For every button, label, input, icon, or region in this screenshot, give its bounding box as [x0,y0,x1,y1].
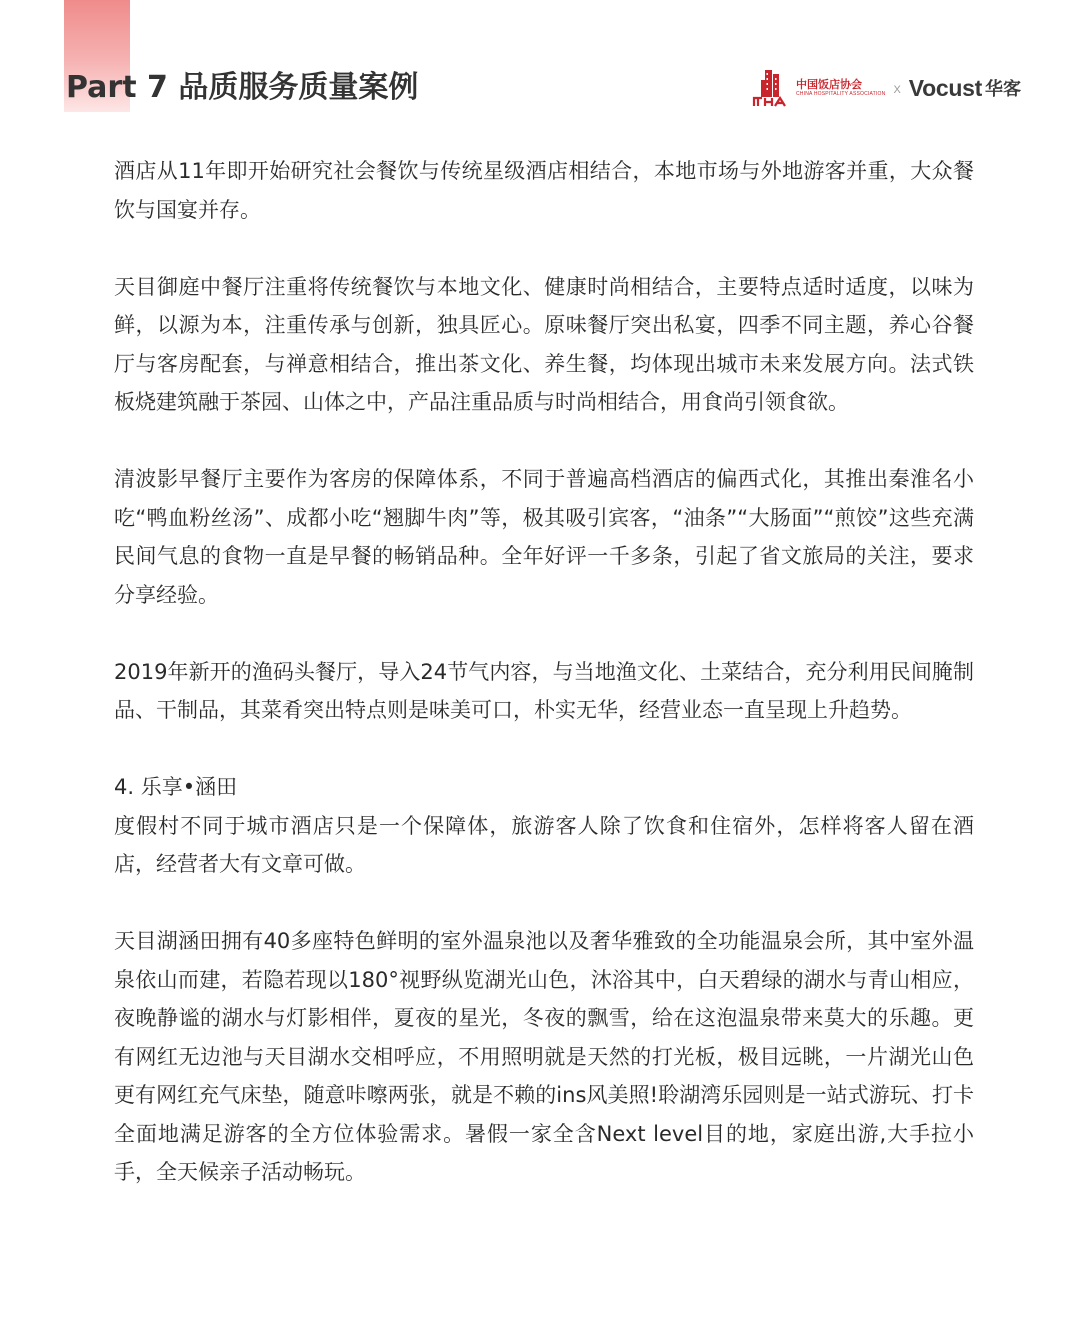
section-heading: 4. 乐享•涵田 [114,775,238,799]
paragraph-4: 2019年新开的渔码头餐厅，导入24节气内容，与当地渔文化、土菜结合，充分利用民间腌制品、干制品，其菜肴突出特点则是味美可口，朴实无华，经营业态一直呈现上升趋势。 [114,659,974,722]
cha-building-logo-icon [752,68,792,108]
vocust-logo-cn: 华客 [984,79,1021,100]
paragraph-3: 清波影早餐厅主要作为客房的保障体系，不同于普遍高档酒店的偏西式化，其推出秦淮名小吃“鸭血粉丝汤”、成都小吃“翘脚牛肉”等，极其吸引宾客，“油条”“大肠面”“煎饺”这些充满民间气息的食物一直是早餐的畅销品种。全年好评一千多条，引起了省文旅局的关注，要求分享经验。 [114,467,974,607]
vocust-logo: Vocust [908,74,982,101]
page-title: Part 7 品质服务质量案例 [66,70,419,105]
cha-logo-text [796,78,885,98]
partner-logos [752,66,1021,110]
logo-separator: X [893,84,901,96]
paragraph-6: 天目湖涵田拥有40多座特色鲜明的室外温泉池以及奢华雅致的全功能温泉会所，其中室外温泉依山而建，若隐若现以180°视野纵览湖光山色，沐浴其中，白天碧绿的湖水与青山相应，夜晚静谧的湖水与灯影相伴，夏夜的星光，冬夜的飘雪，给在这泡温泉带来莫大的乐趣。更有网红无边池与天目湖水交相呼应，不用照明就是天然的打光板，极目远眺，一片湖光山色更有网红充气床垫，随意咔嚓两张，就是不赖的ins风美照!聆湖湾乐园则是一站式游玩、打卡全面地满足游客的全方位体验需求。暑假一家全含Next level目的地，家庭出游,大手拉小手，全天候亲子活动畅玩。 [114,929,974,1184]
paragraph-2: 天目御庭中餐厅注重将传统餐饮与本地文化、健康时尚相结合，主要特点适时适度，以味为鲜，以源为本，注重传承与创新，独具匠心。原味餐厅突出私宴，四季不同主题，养心谷餐厅与客房配套，与禅意相结合，推出茶文化、养生餐，均体现出城市未来发展方向。法式铁板烧建筑融于茶园、山体之中，产品注重品质与时尚相结合，用食尚引领食欲。 [114,274,974,414]
cha-name-en: CHINA HOSPITALITY ASSOCIATION [796,91,886,97]
paragraph-5: 度假村不同于城市酒店只是一个保障体，旅游客人除了饮食和住宿外，怎样将客人留在酒店，经营者大有文章可做。 [114,813,974,876]
paragraph-1: 酒店从11年即开始研究社会餐饮与传统星级酒店相结合，本地市场与外地游客并重，大众餐饮与国宴并存。 [114,159,974,222]
cha-name-cn: 中国饭店协会 [796,78,862,91]
article-body [114,152,974,1230]
